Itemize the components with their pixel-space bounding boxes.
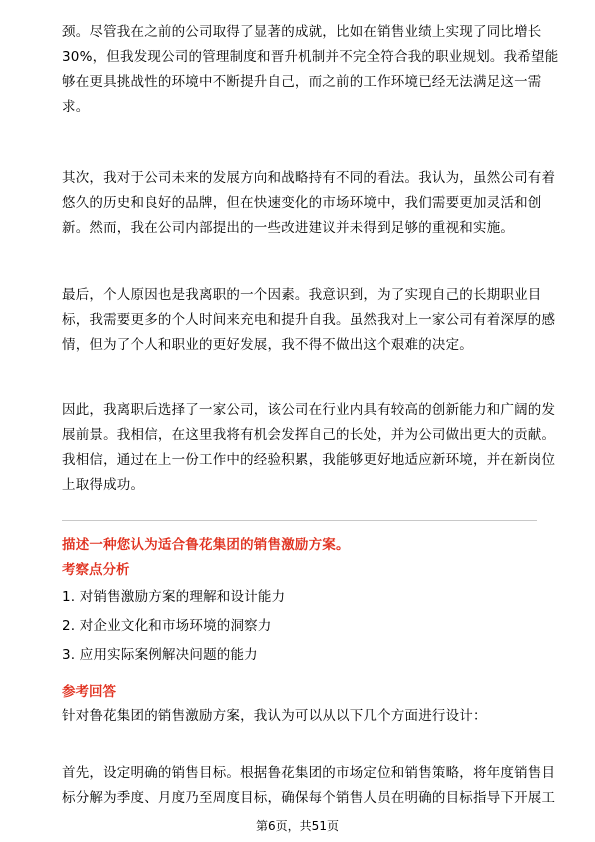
list-item: 3. 应用实际案例解决问题的能力 (62, 647, 258, 663)
page-number: 第6页，共51页 (256, 819, 339, 833)
reference-intro: 针对鲁花集团的销售激励方案，我认为可以从以下几个方面进行设计： (62, 708, 487, 724)
text-line: 标分解为季度、月度乃至周度目标，确保每个销售人员在明确的目标指导下开展工 (62, 790, 556, 806)
reference-paragraph (62, 761, 556, 811)
text-line: 悠久的历史和良好的品牌，但在快速变化的市场环境中，我们需要更加灵活和创 (62, 195, 542, 211)
interview-question: 描述一种您认为适合鲁花集团的销售激励方案。 (62, 537, 350, 553)
reference-answer-heading: 参考回答 (62, 684, 116, 700)
text-line: 展前景。我相信，在这里我将有机会发挥自己的长处，并为公司做出更大的贡献。 (62, 427, 556, 443)
section-divider (62, 520, 537, 521)
text-line: 最后，个人原因也是我离职的一个因素。我意识到，为了实现自己的长期职业目 (62, 287, 542, 303)
text-line: 标，我需要更多的个人时间来充电和提升自我。虽然我对上一家公司有着深厚的感 (62, 312, 556, 328)
text-line: 上取得成功。 (62, 477, 145, 493)
list-item: 1. 对销售激励方案的理解和设计能力 (62, 589, 286, 605)
text-line: 因此，我离职后选择了一家公司，该公司在行业内具有较高的创新能力和广阔的发 (62, 402, 556, 418)
paragraph-3 (62, 283, 556, 358)
text-line: 求。 (62, 99, 90, 115)
text-line: 首先，设定明确的销售目标。根据鲁花集团的市场定位和销售策略，将年度销售目 (62, 765, 556, 781)
paragraph-2 (62, 166, 556, 241)
text-line: 其次，我对于公司未来的发展方向和战略持有不同的看法。我认为，虽然公司有着 (62, 170, 556, 186)
paragraph-1 (62, 20, 559, 120)
text-line: 30%，但我发现公司的管理制度和晋升机制并不完全符合我的职业规划。我希望能 (62, 49, 559, 65)
text-line: 情，但为了个人和职业的更好发展，我不得不做出这个艰难的决定。 (62, 337, 473, 353)
text-line: 够在更具挑战性的环境中不断提升自己，而之前的工作环境已经无法满足这一需 (62, 74, 542, 90)
text-line: 我相信，通过在上一份工作中的经验积累，我能够更好地适应新环境，并在新岗位 (62, 452, 556, 468)
paragraph-4 (62, 398, 556, 498)
list-item: 2. 对企业文化和市场环境的洞察力 (62, 618, 272, 634)
exam-points-heading: 考察点分析 (62, 562, 130, 578)
text-line: 颈。尽管我在之前的公司取得了显著的成就，比如在销售业绩上实现了同比增长 (62, 24, 542, 40)
text-line: 新。然而，我在公司内部提出的一些改进建议并未得到足够的重视和实施。 (62, 220, 515, 236)
